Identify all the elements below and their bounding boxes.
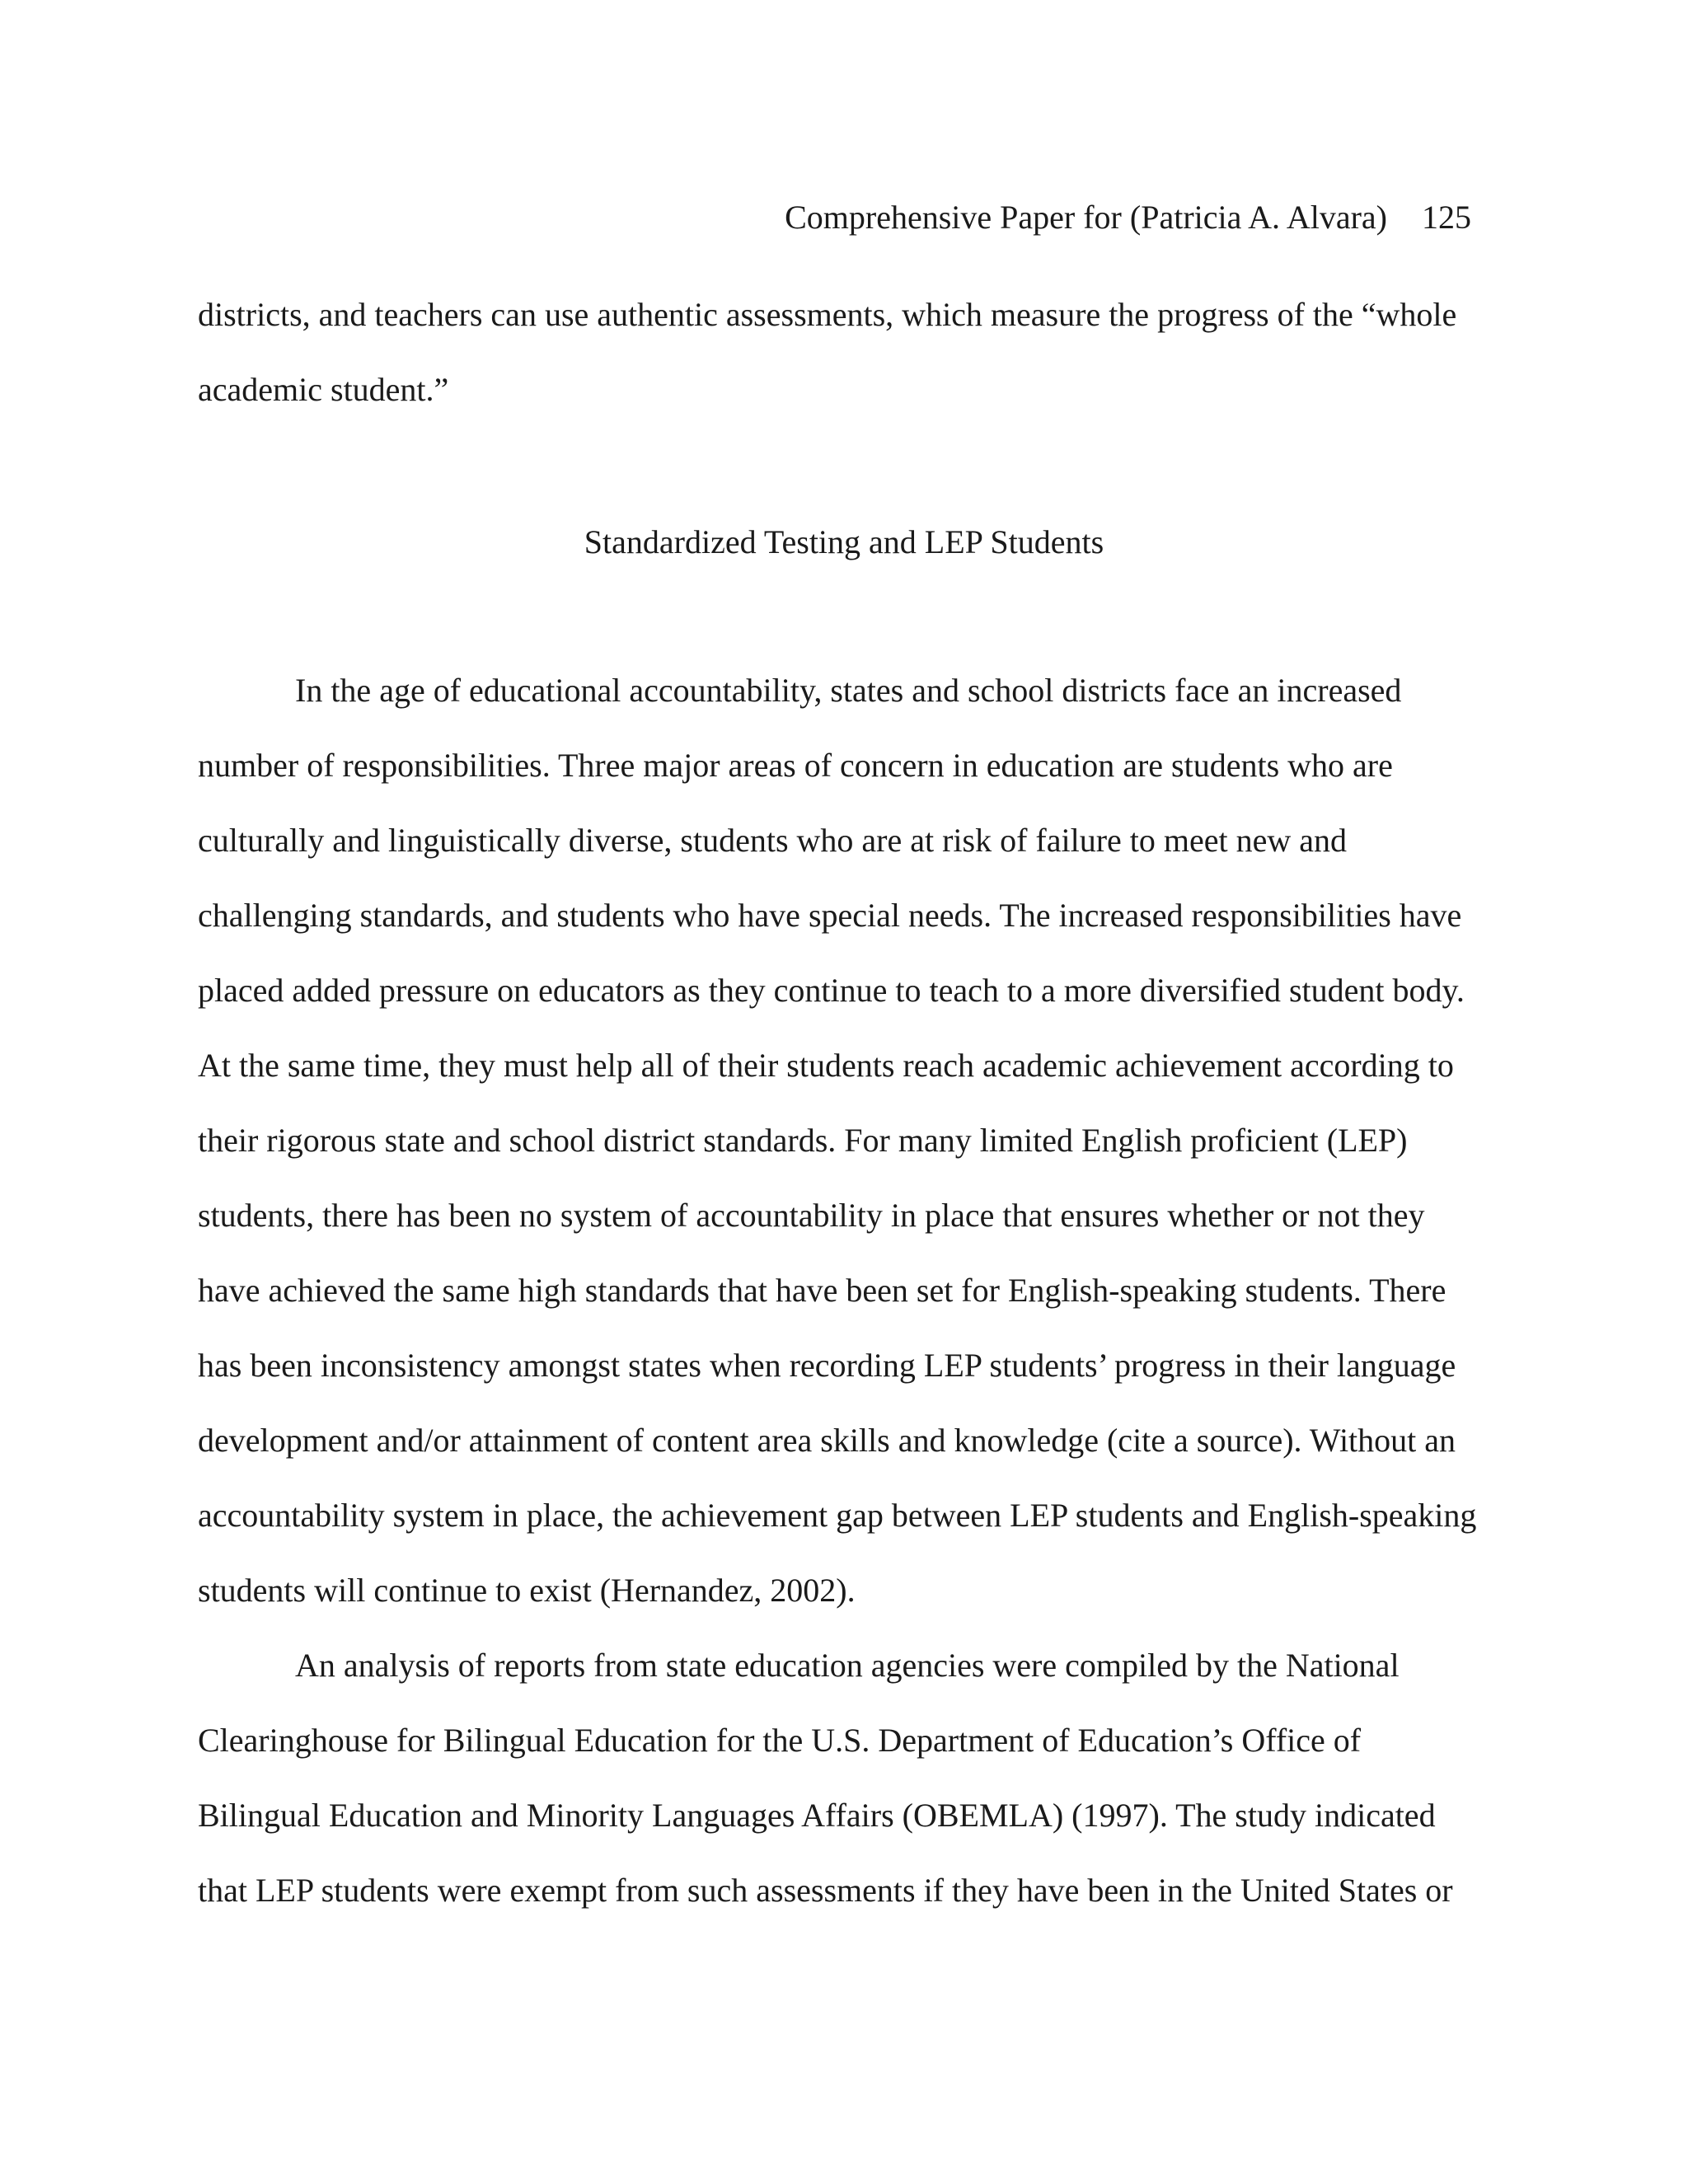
body-text-line: districts, and teachers can use authentic assessments, which measure the progress of the “whole [198,296,1457,333]
body-text-line: accountability system in place, the achievement gap between LEP students and English-speaking [198,1497,1477,1534]
section-heading: Standardized Testing and LEP Students [584,523,1104,560]
body-text-line: has been inconsistency amongst states when recording LEP students’ progress in their language [198,1347,1456,1384]
body-text-line: In the age of educational accountability, states and school districts face an increased [295,672,1402,709]
body-text-line: have achieved the same high standards that have been set for English-speaking students. There [198,1272,1447,1309]
body-text-line: academic student.” [198,371,449,408]
body-text-line: challenging standards, and students who have special needs. The increased responsibilities have [198,897,1462,934]
body-text-line: Clearinghouse for Bilingual Education for the U.S. Department of Education’s Office of [198,1722,1362,1759]
body-text-line: students, there has been no system of accountability in place that ensures whether or not they [198,1197,1425,1234]
body-text-line: At the same time, they must help all of their students reach academic achievement according to [198,1047,1454,1084]
body-text-line: placed added pressure on educators as they continue to teach to a more diversified student body. [198,972,1465,1009]
running-head [785,198,1471,237]
page-number: 125 [1422,199,1471,236]
body-text-line: that LEP students were exempt from such assessments if they have been in the United States or [198,1872,1453,1909]
body-text-line: number of responsibilities. Three major areas of concern in education are students who are [198,747,1393,784]
body-text-line: Bilingual Education and Minority Languages Affairs (OBEMLA) (1997). The study indicated [198,1797,1436,1834]
body-text-line: development and/or attainment of content area skills and knowledge (cite a source). Without an [198,1422,1456,1459]
body-text-line: culturally and linguistically diverse, students who are at risk of failure to meet new and [198,822,1348,859]
body-text-line: An analysis of reports from state education agencies were compiled by the National [295,1647,1400,1684]
body-text-line: students will continue to exist (Hernandez, 2002). [198,1572,856,1609]
running-head-title: Comprehensive Paper for (Patricia A. Alvara) [785,199,1387,236]
body-text-line: their rigorous state and school district standards. For many limited English proficient (LEP) [198,1122,1408,1159]
